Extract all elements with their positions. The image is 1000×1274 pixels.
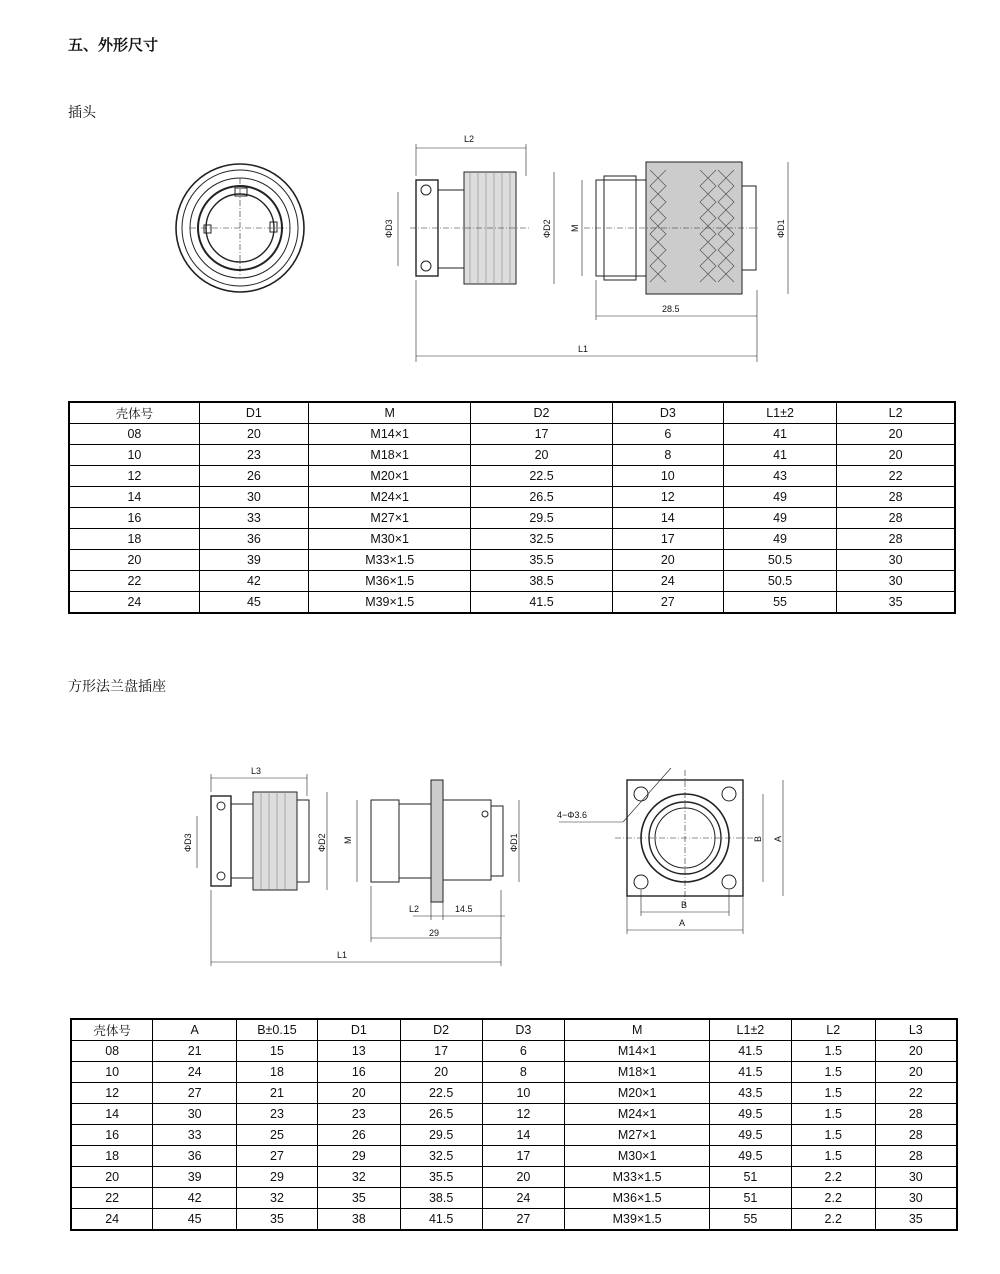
plug-table-cell: 17 [612,529,723,550]
socket-table-cell: 10 [482,1083,565,1104]
socket-table-cell: 28 [875,1104,957,1125]
socket-dim-L3: L3 [251,766,262,776]
plug-table-cell: 20 [612,550,723,571]
socket-header-cell: 壳体号 [71,1019,153,1041]
socket-table-cell: 41.5 [710,1041,792,1062]
plug-table-cell: 30 [199,487,308,508]
socket-table-cell: 32 [317,1167,400,1188]
socket-table-cell: 51 [710,1188,792,1209]
plug-table-cell: 35.5 [471,550,612,571]
socket-table-cell: 35.5 [400,1167,482,1188]
socket-dim-A-vertical: A [773,835,783,842]
plug-dim-28-5: 28.5 [662,304,680,314]
socket-table-cell: 20 [875,1062,957,1083]
plug-table-cell: 17 [471,424,612,445]
socket-table-cell: M14×1 [565,1041,710,1062]
socket-table-cell: 23 [317,1104,400,1125]
socket-table-cell: 22 [71,1188,153,1209]
plug-table-cell: 49 [723,487,836,508]
plug-table-cell: M24×1 [309,487,471,508]
socket-header-cell: L2 [791,1019,875,1041]
socket-header-cell: D1 [317,1019,400,1041]
socket-table-cell: 24 [71,1209,153,1231]
socket-table-cell: 1.5 [791,1125,875,1146]
socket-dim-holes: 4−Φ3.6 [557,810,587,820]
socket-table-cell: M30×1 [565,1146,710,1167]
plug-table-cell: 24 [612,571,723,592]
socket-dim-D3: ΦD3 [183,833,193,852]
socket-table-cell: 35 [317,1188,400,1209]
socket-table-cell: M24×1 [565,1104,710,1125]
socket-table-cell: 43.5 [710,1083,792,1104]
plug-table-cell: 23 [199,445,308,466]
socket-dim-29: 29 [429,928,440,938]
socket-table-cell: 16 [71,1125,153,1146]
socket-table-cell: 26 [317,1125,400,1146]
socket-dim-D1: ΦD1 [509,833,519,852]
plug-table-cell: 10 [69,445,199,466]
plug-table-cell: M20×1 [309,466,471,487]
plug-table-cell: M18×1 [309,445,471,466]
socket-table-cell: 42 [153,1188,237,1209]
socket-table-cell: 08 [71,1041,153,1062]
socket-table-cell: 20 [317,1083,400,1104]
socket-table-cell: 21 [237,1083,318,1104]
plug-table-cell: 28 [837,487,955,508]
socket-flange-front-view [559,768,783,934]
socket-table-cell: M39×1.5 [565,1209,710,1231]
socket-dim-A: A [679,918,686,928]
socket-table-cell: 1.5 [791,1083,875,1104]
plug-table-cell: 18 [69,529,199,550]
socket-table-cell: 1.5 [791,1062,875,1083]
plug-table-cell: 36 [199,529,308,550]
plug-dim-L2: L2 [464,134,475,144]
plug-table-cell: 41.5 [471,592,612,614]
socket-side-view [357,780,519,942]
plug-table-cell: M30×1 [309,529,471,550]
socket-table-cell: 28 [875,1125,957,1146]
socket-table-cell: 1.5 [791,1146,875,1167]
plug-table-cell: 50.5 [723,571,836,592]
plug-table-cell: 8 [612,445,723,466]
plug-table-cell: 24 [69,592,199,614]
plug-table-cell: 20 [837,424,955,445]
socket-table-body [71,1041,957,1231]
plug-table-cell: 22.5 [471,466,612,487]
plug-table-cell: 45 [199,592,308,614]
plug-table-cell: 20 [837,445,955,466]
plug-table-cell: 14 [69,487,199,508]
plug-header-cell: M [309,402,471,424]
plug-table-cell: 20 [69,550,199,571]
socket-table-cell: 26.5 [400,1104,482,1125]
table-row [69,445,955,466]
socket-table-cell: 24 [482,1188,565,1209]
socket-table-cell: 45 [153,1209,237,1231]
plug-header-cell: L1±2 [723,402,836,424]
plug-table-cell: 28 [837,508,955,529]
plug-table-cell: 29.5 [471,508,612,529]
plug-table-cell: 12 [612,487,723,508]
socket-table-cell: 27 [237,1146,318,1167]
table-row [69,508,955,529]
socket-table-cell: 41.5 [400,1209,482,1231]
socket-table-cell: 30 [875,1188,957,1209]
plug-table-cell: 38.5 [471,571,612,592]
plug-table-cell: 26.5 [471,487,612,508]
plug-front-view [176,164,304,292]
plug-table-cell: 50.5 [723,550,836,571]
plug-table-cell: 08 [69,424,199,445]
socket-table-cell: 25 [237,1125,318,1146]
table-row [71,1083,957,1104]
table-row [69,592,955,614]
socket-table-cell: M20×1 [565,1083,710,1104]
plug-table-cell: M27×1 [309,508,471,529]
table-row [71,1104,957,1125]
socket-table-cell: 1.5 [791,1104,875,1125]
socket-table-cell: M33×1.5 [565,1167,710,1188]
table-row [69,466,955,487]
plug-table-cell: 20 [471,445,612,466]
plug-dim-D1: ΦD1 [776,219,786,238]
socket-table-cell: 12 [482,1104,565,1125]
plug-table-cell: M14×1 [309,424,471,445]
socket-table-cell: 20 [400,1062,482,1083]
socket-table-cell: 12 [71,1083,153,1104]
plug-drawing [160,130,800,365]
plug-table-cell: 6 [612,424,723,445]
plug-table-cell: 12 [69,466,199,487]
socket-table-cell: 38.5 [400,1188,482,1209]
socket-table-cell: 36 [153,1146,237,1167]
plug-table-cell: 30 [837,571,955,592]
plug-table-header [69,402,955,424]
socket-header-cell: B±0.15 [237,1019,318,1041]
socket-table-cell: 20 [482,1167,565,1188]
socket-table-cell: 30 [875,1167,957,1188]
socket-table-cell: 55 [710,1209,792,1231]
socket-table-cell: 20 [875,1041,957,1062]
socket-table-cell: 27 [482,1209,565,1231]
plug-table-cell: M33×1.5 [309,550,471,571]
plug-header-cell: 壳体号 [69,402,199,424]
table-row [71,1125,957,1146]
table-row [69,550,955,571]
plug-table-cell: 22 [69,571,199,592]
socket-table-cell: 39 [153,1167,237,1188]
socket-table-cell: 8 [482,1062,565,1083]
plug-table-cell: 28 [837,529,955,550]
socket-table-cell: 49.5 [710,1125,792,1146]
plug-table-cell: 32.5 [471,529,612,550]
table-row [71,1041,957,1062]
plug-table-cell: 33 [199,508,308,529]
socket-table-cell: 13 [317,1041,400,1062]
socket-table-cell: 2.2 [791,1209,875,1231]
socket-dim-M: M [343,836,353,844]
plug-dim-L1: L1 [578,344,589,354]
socket-table-cell: 2.2 [791,1167,875,1188]
socket-dim-L1: L1 [337,950,348,960]
socket-table-cell: 17 [400,1041,482,1062]
plug-table-cell: 43 [723,466,836,487]
socket-table-cell: 2.2 [791,1188,875,1209]
socket-table-cell: 23 [237,1104,318,1125]
socket-table-cell: 22.5 [400,1083,482,1104]
plug-table-cell: 35 [837,592,955,614]
plug-table-body [69,424,955,614]
plug-dimension-table [68,401,956,614]
table-row [71,1209,957,1231]
socket-table-cell: 1.5 [791,1041,875,1062]
plug-table-cell: 49 [723,529,836,550]
section-title: 五、外形尺寸 [68,36,159,54]
socket-table-cell: 30 [153,1104,237,1125]
table-row [71,1167,957,1188]
socket-dim-B: B [681,900,688,910]
plug-table-cell: 39 [199,550,308,571]
socket-table-cell: 35 [875,1209,957,1231]
plug-table-cell: 10 [612,466,723,487]
plug-table-cell: 42 [199,571,308,592]
plug-table-cell: 26 [199,466,308,487]
plug-dim-D3: ΦD3 [384,219,394,238]
socket-dim-L2: L2 [409,904,420,914]
socket-header-cell: M [565,1019,710,1041]
socket-table-cell: 28 [875,1146,957,1167]
table-row [71,1188,957,1209]
socket-table-cell: 17 [482,1146,565,1167]
plug-table-cell: 30 [837,550,955,571]
table-row [69,487,955,508]
plug-header-cell: D1 [199,402,308,424]
plug-dim-M: M [570,224,580,232]
socket-table-cell: 6 [482,1041,565,1062]
socket-table-cell: 24 [153,1062,237,1083]
table-row [69,424,955,445]
socket-table-cell: 32.5 [400,1146,482,1167]
plug-table-cell: M36×1.5 [309,571,471,592]
socket-table-cell: 27 [153,1083,237,1104]
socket-table-cell: 14 [71,1104,153,1125]
plug-table-cell: 20 [199,424,308,445]
plug-table-cell: 41 [723,445,836,466]
socket-table-cell: 49.5 [710,1104,792,1125]
socket-header-cell: L1±2 [710,1019,792,1041]
plug-table-cell: 55 [723,592,836,614]
plug-dim-D2: ΦD2 [542,219,552,238]
socket-header-cell: A [153,1019,237,1041]
socket-table-cell: 14 [482,1125,565,1146]
socket-dim-14-5: 14.5 [455,904,473,914]
plug-table-cell: M39×1.5 [309,592,471,614]
socket-table-cell: M36×1.5 [565,1188,710,1209]
plug-header-cell: D2 [471,402,612,424]
socket-table-cell: 35 [237,1209,318,1231]
socket-table-cell: 15 [237,1041,318,1062]
socket-dim-B-vertical: B [753,835,763,842]
socket-table-cell: M27×1 [565,1125,710,1146]
socket-table-cell: 41.5 [710,1062,792,1083]
socket-table-cell: 16 [317,1062,400,1083]
socket-table-header [71,1019,957,1041]
plug-table-cell: 27 [612,592,723,614]
plug-table-cell: 49 [723,508,836,529]
socket-table-cell: 18 [237,1062,318,1083]
plug-title: 插头 [68,105,96,121]
plug-table-cell: 41 [723,424,836,445]
socket-table-cell: 10 [71,1062,153,1083]
socket-header-cell: D2 [400,1019,482,1041]
socket-table-cell: 21 [153,1041,237,1062]
plug-header-cell: L2 [837,402,955,424]
socket-dim-D2: ΦD2 [317,833,327,852]
socket-table-cell: 29 [237,1167,318,1188]
socket-table-cell: 22 [875,1083,957,1104]
socket-drawing [175,760,800,970]
socket-table-cell: 49.5 [710,1146,792,1167]
socket-table-cell: M18×1 [565,1062,710,1083]
socket-header-cell: L3 [875,1019,957,1041]
socket-plug-view [197,774,501,966]
table-row [71,1146,957,1167]
socket-table-cell: 33 [153,1125,237,1146]
socket-dimension-table [70,1018,958,1231]
socket-table-cell: 38 [317,1209,400,1231]
plug-table-cell: 16 [69,508,199,529]
socket-title: 方形法兰盘插座 [68,679,166,695]
socket-table-cell: 29.5 [400,1125,482,1146]
table-row [71,1062,957,1083]
table-row [69,529,955,550]
plug-header-cell: D3 [612,402,723,424]
plug-table-cell: 22 [837,466,955,487]
socket-table-cell: 20 [71,1167,153,1188]
socket-table-cell: 29 [317,1146,400,1167]
plug-table-cell: 14 [612,508,723,529]
table-row [69,571,955,592]
socket-table-cell: 18 [71,1146,153,1167]
socket-header-cell: D3 [482,1019,565,1041]
socket-table-cell: 51 [710,1167,792,1188]
socket-table-cell: 32 [237,1188,318,1209]
